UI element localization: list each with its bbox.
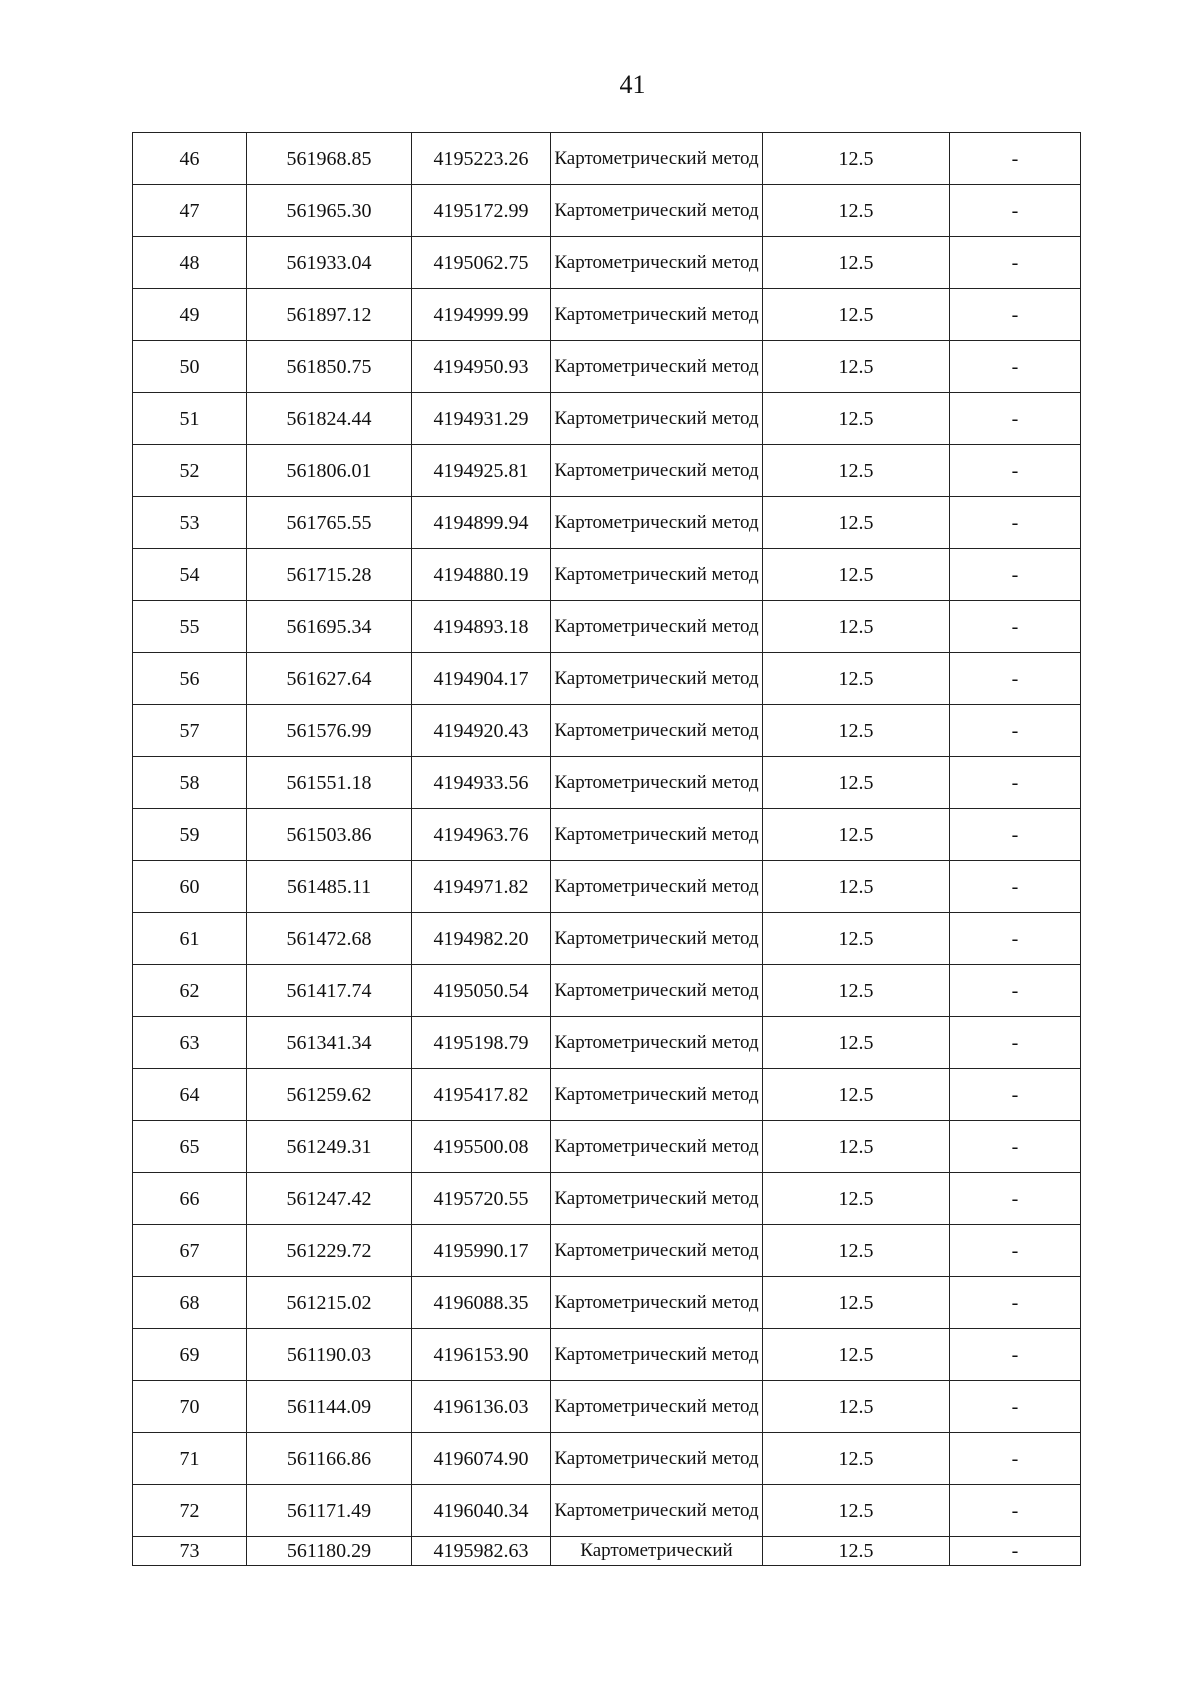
note-cell: - <box>950 653 1081 705</box>
table-row <box>133 1121 1081 1173</box>
x-coordinate-cell: 561229.72 <box>247 1225 412 1277</box>
method-cell: Картометрический метод <box>551 549 763 601</box>
method-cell: Картометрический метод <box>551 1225 763 1277</box>
point-number-cell: 71 <box>133 1433 247 1485</box>
y-coordinate-cell: 4194933.56 <box>412 757 551 809</box>
y-coordinate-cell: 4195982.63 <box>412 1537 551 1566</box>
y-coordinate-cell: 4195198.79 <box>412 1017 551 1069</box>
method-cell: Картометрический метод <box>551 965 763 1017</box>
point-number-cell: 59 <box>133 809 247 861</box>
table-row <box>133 809 1081 861</box>
table-row <box>133 1537 1081 1566</box>
error-cell: 12.5 <box>763 653 950 705</box>
error-cell: 12.5 <box>763 1173 950 1225</box>
table-row <box>133 341 1081 393</box>
method-cell: Картометрический метод <box>551 705 763 757</box>
method-cell: Картометрический метод <box>551 1173 763 1225</box>
method-cell: Картометрический метод <box>551 1433 763 1485</box>
point-number-cell: 49 <box>133 289 247 341</box>
table-row <box>133 497 1081 549</box>
table-row <box>133 1173 1081 1225</box>
point-number-cell: 50 <box>133 341 247 393</box>
y-coordinate-cell: 4194925.81 <box>412 445 551 497</box>
table-row <box>133 237 1081 289</box>
point-number-cell: 54 <box>133 549 247 601</box>
point-number-cell: 70 <box>133 1381 247 1433</box>
point-number-cell: 69 <box>133 1329 247 1381</box>
point-number-cell: 58 <box>133 757 247 809</box>
y-coordinate-cell: 4196040.34 <box>412 1485 551 1537</box>
error-cell: 12.5 <box>763 1329 950 1381</box>
method-cell: Картометрический метод <box>551 913 763 965</box>
x-coordinate-cell: 561247.42 <box>247 1173 412 1225</box>
x-coordinate-cell: 561576.99 <box>247 705 412 757</box>
method-cell: Картометрический метод <box>551 1069 763 1121</box>
error-cell: 12.5 <box>763 861 950 913</box>
y-coordinate-cell: 4196074.90 <box>412 1433 551 1485</box>
method-cell: Картометрический метод <box>551 445 763 497</box>
point-number-cell: 73 <box>133 1537 247 1566</box>
point-number-cell: 53 <box>133 497 247 549</box>
x-coordinate-cell: 561144.09 <box>247 1381 412 1433</box>
method-cell: Картометрический метод <box>551 653 763 705</box>
point-number-cell: 52 <box>133 445 247 497</box>
table-row <box>133 1485 1081 1537</box>
method-cell: Картометрический метод <box>551 1277 763 1329</box>
note-cell: - <box>950 341 1081 393</box>
x-coordinate-cell: 561485.11 <box>247 861 412 913</box>
x-coordinate-cell: 561765.55 <box>247 497 412 549</box>
x-coordinate-cell: 561341.34 <box>247 1017 412 1069</box>
note-cell: - <box>950 1433 1081 1485</box>
x-coordinate-cell: 561215.02 <box>247 1277 412 1329</box>
y-coordinate-cell: 4194971.82 <box>412 861 551 913</box>
note-cell: - <box>950 913 1081 965</box>
y-coordinate-cell: 4195062.75 <box>412 237 551 289</box>
error-cell: 12.5 <box>763 1121 950 1173</box>
note-cell: - <box>950 549 1081 601</box>
note-cell: - <box>950 1485 1081 1537</box>
error-cell: 12.5 <box>763 497 950 549</box>
method-cell: Картометрический метод <box>551 1017 763 1069</box>
x-coordinate-cell: 561627.64 <box>247 653 412 705</box>
y-coordinate-cell: 4196153.90 <box>412 1329 551 1381</box>
point-number-cell: 60 <box>133 861 247 913</box>
point-number-cell: 48 <box>133 237 247 289</box>
note-cell: - <box>950 1381 1081 1433</box>
error-cell: 12.5 <box>763 1485 950 1537</box>
note-cell: - <box>950 133 1081 185</box>
point-number-cell: 66 <box>133 1173 247 1225</box>
x-coordinate-cell: 561503.86 <box>247 809 412 861</box>
point-number-cell: 46 <box>133 133 247 185</box>
x-coordinate-cell: 561259.62 <box>247 1069 412 1121</box>
table-row <box>133 1381 1081 1433</box>
table-row <box>133 185 1081 237</box>
note-cell: - <box>950 1225 1081 1277</box>
y-coordinate-cell: 4194950.93 <box>412 341 551 393</box>
table-row <box>133 757 1081 809</box>
y-coordinate-cell: 4195500.08 <box>412 1121 551 1173</box>
error-cell: 12.5 <box>763 601 950 653</box>
method-cell: Картометрический метод <box>551 757 763 809</box>
point-number-cell: 61 <box>133 913 247 965</box>
error-cell: 12.5 <box>763 1537 950 1566</box>
x-coordinate-cell: 561897.12 <box>247 289 412 341</box>
x-coordinate-cell: 561171.49 <box>247 1485 412 1537</box>
error-cell: 12.5 <box>763 393 950 445</box>
method-cell: Картометрический метод <box>551 497 763 549</box>
y-coordinate-cell: 4196136.03 <box>412 1381 551 1433</box>
point-number-cell: 67 <box>133 1225 247 1277</box>
table-row <box>133 1329 1081 1381</box>
method-cell: Картометрический метод <box>551 601 763 653</box>
y-coordinate-cell: 4194893.18 <box>412 601 551 653</box>
table-row <box>133 1069 1081 1121</box>
y-coordinate-cell: 4194920.43 <box>412 705 551 757</box>
y-coordinate-cell: 4194899.94 <box>412 497 551 549</box>
method-cell: Картометрический метод <box>551 1329 763 1381</box>
error-cell: 12.5 <box>763 237 950 289</box>
x-coordinate-cell: 561933.04 <box>247 237 412 289</box>
point-number-cell: 62 <box>133 965 247 1017</box>
note-cell: - <box>950 185 1081 237</box>
table-row <box>133 1277 1081 1329</box>
table-row <box>133 601 1081 653</box>
y-coordinate-cell: 4195223.26 <box>412 133 551 185</box>
error-cell: 12.5 <box>763 185 950 237</box>
point-number-cell: 65 <box>133 1121 247 1173</box>
point-number-cell: 56 <box>133 653 247 705</box>
note-cell: - <box>950 289 1081 341</box>
point-number-cell: 47 <box>133 185 247 237</box>
method-cell: Картометрический метод <box>551 341 763 393</box>
table-row <box>133 133 1081 185</box>
note-cell: - <box>950 601 1081 653</box>
coordinates-table-body <box>133 133 1081 1566</box>
x-coordinate-cell: 561190.03 <box>247 1329 412 1381</box>
table-row <box>133 393 1081 445</box>
y-coordinate-cell: 4195990.17 <box>412 1225 551 1277</box>
method-cell: Картометрический метод <box>551 133 763 185</box>
table-row <box>133 289 1081 341</box>
page-number: 41 <box>619 70 646 99</box>
note-cell: - <box>950 1173 1081 1225</box>
x-coordinate-cell: 561824.44 <box>247 393 412 445</box>
coordinates-table <box>132 132 1081 1566</box>
method-cell: Картометрический метод <box>551 237 763 289</box>
point-number-cell: 68 <box>133 1277 247 1329</box>
error-cell: 12.5 <box>763 913 950 965</box>
error-cell: 12.5 <box>763 757 950 809</box>
error-cell: 12.5 <box>763 1069 950 1121</box>
x-coordinate-cell: 561806.01 <box>247 445 412 497</box>
y-coordinate-cell: 4195417.82 <box>412 1069 551 1121</box>
table-row <box>133 1017 1081 1069</box>
note-cell: - <box>950 861 1081 913</box>
table-row <box>133 913 1081 965</box>
point-number-cell: 55 <box>133 601 247 653</box>
point-number-cell: 57 <box>133 705 247 757</box>
x-coordinate-cell: 561850.75 <box>247 341 412 393</box>
error-cell: 12.5 <box>763 1017 950 1069</box>
table-row <box>133 445 1081 497</box>
error-cell: 12.5 <box>763 1225 950 1277</box>
x-coordinate-cell: 561715.28 <box>247 549 412 601</box>
note-cell: - <box>950 237 1081 289</box>
note-cell: - <box>950 445 1081 497</box>
y-coordinate-cell: 4194999.99 <box>412 289 551 341</box>
note-cell: - <box>950 1537 1081 1566</box>
y-coordinate-cell: 4194982.20 <box>412 913 551 965</box>
x-coordinate-cell: 561249.31 <box>247 1121 412 1173</box>
y-coordinate-cell: 4196088.35 <box>412 1277 551 1329</box>
x-coordinate-cell: 561551.18 <box>247 757 412 809</box>
method-cell: Картометрический метод <box>551 393 763 445</box>
error-cell: 12.5 <box>763 1381 950 1433</box>
table-row <box>133 965 1081 1017</box>
error-cell: 12.5 <box>763 809 950 861</box>
error-cell: 12.5 <box>763 1277 950 1329</box>
method-cell: Картометрический метод <box>551 185 763 237</box>
x-coordinate-cell: 561180.29 <box>247 1537 412 1566</box>
y-coordinate-cell: 4195720.55 <box>412 1173 551 1225</box>
y-coordinate-cell: 4194904.17 <box>412 653 551 705</box>
table-row <box>133 1433 1081 1485</box>
method-cell: Картометрический метод <box>551 809 763 861</box>
table-row <box>133 653 1081 705</box>
y-coordinate-cell: 4194963.76 <box>412 809 551 861</box>
note-cell: - <box>950 757 1081 809</box>
point-number-cell: 51 <box>133 393 247 445</box>
note-cell: - <box>950 1017 1081 1069</box>
table-row <box>133 705 1081 757</box>
x-coordinate-cell: 561472.68 <box>247 913 412 965</box>
y-coordinate-cell: 4195172.99 <box>412 185 551 237</box>
error-cell: 12.5 <box>763 133 950 185</box>
x-coordinate-cell: 561166.86 <box>247 1433 412 1485</box>
note-cell: - <box>950 393 1081 445</box>
note-cell: - <box>950 809 1081 861</box>
error-cell: 12.5 <box>763 289 950 341</box>
error-cell: 12.5 <box>763 445 950 497</box>
x-coordinate-cell: 561968.85 <box>247 133 412 185</box>
error-cell: 12.5 <box>763 1433 950 1485</box>
note-cell: - <box>950 1121 1081 1173</box>
table-row <box>133 549 1081 601</box>
note-cell: - <box>950 1277 1081 1329</box>
y-coordinate-cell: 4195050.54 <box>412 965 551 1017</box>
y-coordinate-cell: 4194880.19 <box>412 549 551 601</box>
x-coordinate-cell: 561965.30 <box>247 185 412 237</box>
y-coordinate-cell: 4194931.29 <box>412 393 551 445</box>
method-cell: Картометрический метод <box>551 1381 763 1433</box>
table-row <box>133 1225 1081 1277</box>
error-cell: 12.5 <box>763 705 950 757</box>
method-cell: Картометрический метод <box>551 1485 763 1537</box>
note-cell: - <box>950 705 1081 757</box>
point-number-cell: 64 <box>133 1069 247 1121</box>
method-cell: Картометрический метод <box>551 289 763 341</box>
error-cell: 12.5 <box>763 965 950 1017</box>
note-cell: - <box>950 1069 1081 1121</box>
x-coordinate-cell: 561695.34 <box>247 601 412 653</box>
table-row <box>133 861 1081 913</box>
note-cell: - <box>950 497 1081 549</box>
x-coordinate-cell: 561417.74 <box>247 965 412 1017</box>
point-number-cell: 63 <box>133 1017 247 1069</box>
point-number-cell: 72 <box>133 1485 247 1537</box>
note-cell: - <box>950 1329 1081 1381</box>
error-cell: 12.5 <box>763 341 950 393</box>
method-cell: Картометрический метод <box>551 861 763 913</box>
error-cell: 12.5 <box>763 549 950 601</box>
method-cell: Картометрический метод <box>551 1121 763 1173</box>
note-cell: - <box>950 965 1081 1017</box>
method-cell: Картометрический <box>551 1537 763 1566</box>
